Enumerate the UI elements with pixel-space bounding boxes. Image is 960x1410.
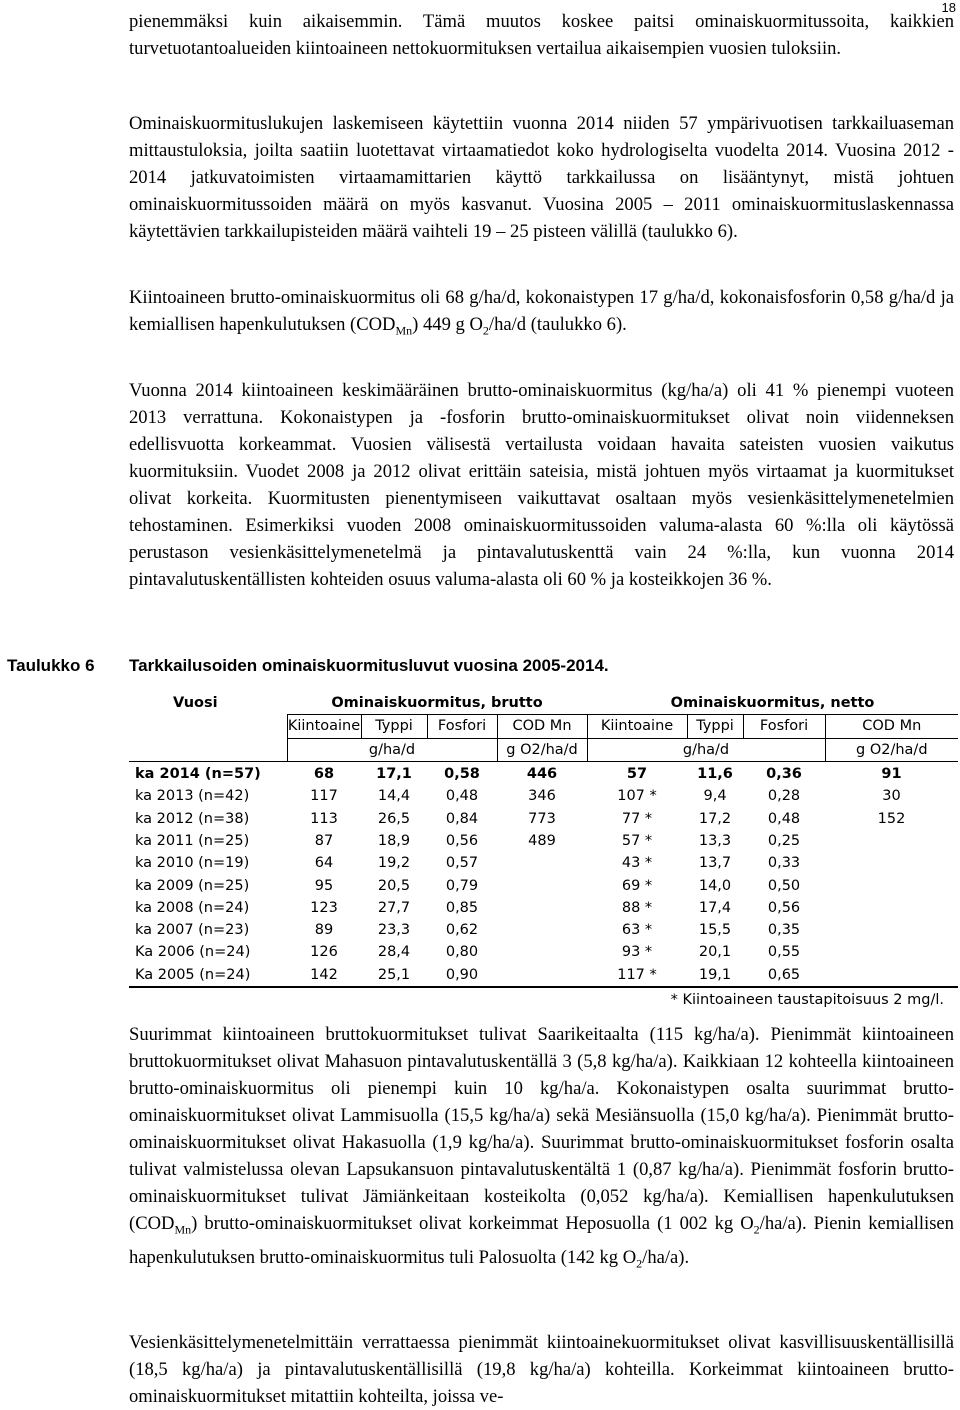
table-cell: 27,7	[377, 899, 411, 916]
column-header: Typpi	[687, 715, 743, 738]
table-cell: 0,48	[445, 788, 479, 805]
table-row	[129, 964, 958, 987]
table-cell: 0,50	[767, 877, 801, 894]
table-cell: 489	[528, 832, 556, 849]
table-cell: 0,25	[767, 832, 801, 849]
table-cell: 0,62	[445, 922, 479, 939]
paragraph-text	[129, 284, 954, 345]
paragraph-text	[129, 1021, 954, 1277]
table-cell: 123	[310, 899, 338, 916]
table-cell: 20,5	[377, 877, 411, 894]
paragraph	[129, 1021, 954, 1277]
table-cell: 0,57	[445, 855, 479, 872]
group-header-netto: Ominaiskuormitus, netto	[587, 692, 958, 715]
subscript: Mn	[395, 323, 413, 338]
unit-row	[129, 738, 958, 761]
table-cell: 126	[310, 944, 338, 961]
table-row	[129, 852, 958, 874]
table-cell: 152	[877, 810, 906, 827]
table-row	[129, 761, 958, 785]
paragraph-text: Vuonna 2014 kiintoaineen keskimääräinen brutto-ominaiskuormitus (kg/ha/a) oli 41 % pienempi vuoteen 2013 verrattuna. Kokonaistypen ja -fosforin brutto-ominaiskuormitukset olivat noin viidenneksen edellisvuotta korkeammat. Vuosien välisestä vertailusta voidaan havaita sateisten vuosien vaikutus kuormituksiin. Vuodet 2008 ja 2012 olivat erittäin sateisia, mistä johtuen myös virtaamat ja kuormitukset olivat korkeita. Kuormitusten pienentymiseen vaikuttavat osaltaan myös vesienkäsittelymenetelmien tehostaminen. Esimerkiksi vuoden 2008 ominaiskuormitussoiden valuma-alasta 60 %:lla oli käytössä perustason vesienkäsittelymenetelmä ja pintavalutuskenttä vain 24 %:lla, kun vuonna 2014 pintavalutuskentällisten kohteiden osuus valuma-alasta oli 60 % ja kosteikkojen 36 %.	[129, 380, 954, 590]
unit-cell: g/ha/d	[287, 738, 497, 761]
table-cell	[825, 852, 958, 874]
year-header: Vuosi	[173, 695, 218, 712]
table-cell: 107 *	[617, 788, 657, 805]
table-cell: 113	[310, 810, 338, 827]
table-cell	[497, 964, 587, 987]
header-cell-empty	[129, 715, 287, 738]
table-row	[129, 897, 958, 919]
paragraph-text: pienemmäksi kuin aikaisemmin. Tämä muutos koskee paitsi ominaiskuormitussoita, kaikkien turvetuotantoalueiden kiintoaineen nettokuormituksen vertailua aikaisempien vuosien tuloksiin.	[129, 11, 954, 59]
table-cell: 15,5	[698, 922, 732, 939]
table-cell: 17,4	[698, 899, 732, 916]
table-cell: 13,3	[698, 832, 732, 849]
text-segment: /ha/d (taulukko 6).	[488, 314, 627, 335]
row-label: ka 2012 (n=38)	[135, 810, 250, 827]
table-row	[129, 874, 958, 896]
paragraph-text: Ominaiskuormituslukujen laskemiseen käytettiin vuonna 2014 niiden 57 ympärivuotisen tarkkailuaseman mittaustuloksia, joilta saatiin luotettavat virtaamatiedot koko hydrologiselta vuodelta 2014. Vuosina 2012 - 2014 jatkuvatoimisten virtaamamittarien käyttö tarkkailussa on lisääntynyt, mistä johtuen ominaiskuormitussoiden määrä on myös kasvanut. Vuosina 2005 – 2011 ominaiskuormituslaskennassa käytettävien tarkkailupisteiden määrä vaihteli 19 – 25 pisteen välillä (taulukko 6).	[129, 113, 954, 242]
row-label: ka 2014 (n=57)	[135, 766, 261, 783]
table-cell: 0,79	[445, 877, 479, 894]
unit-cell: g/ha/d	[587, 738, 825, 761]
table-cell: 0,90	[427, 964, 497, 987]
table-cell: 0,33	[767, 855, 801, 872]
column-header: COD Mn	[825, 715, 958, 738]
table-cell: 346	[528, 788, 556, 805]
text-segment: /ha/a). Pienin kemiallisen hapenkulutuksen brutto-ominaiskuormitus tuli Palosuolta (142 kg O	[129, 1213, 954, 1268]
table-cell: 89	[314, 922, 334, 939]
table-cell: 64	[314, 855, 334, 872]
table-cell: 9,4	[703, 788, 727, 805]
table-cell: 28,4	[377, 944, 411, 961]
table-cell: 0,56	[445, 832, 479, 849]
table-cell	[497, 941, 587, 963]
row-label: ka 2009 (n=25)	[135, 877, 250, 894]
table-cell: 0,58	[444, 766, 480, 783]
table-cell: 0,80	[445, 944, 479, 961]
column-header: Kiintoaine	[287, 715, 361, 738]
row-label: ka 2013 (n=42)	[135, 788, 250, 805]
table-cell	[825, 964, 958, 987]
group-header-brutto: Ominaiskuormitus, brutto	[287, 692, 587, 715]
table-row	[129, 807, 958, 829]
table-cell: 117 *	[587, 964, 687, 987]
table-cell: 30	[882, 788, 901, 805]
table-cell: 19,1	[687, 964, 743, 987]
table-cell: 57 *	[621, 832, 653, 849]
row-label: ka 2007 (n=23)	[135, 922, 250, 939]
row-label: Ka 2005 (n=24)	[129, 964, 287, 987]
data-table	[129, 692, 958, 1012]
column-header: Kiintoaine	[587, 715, 687, 738]
table-row	[129, 785, 958, 807]
table-cell	[497, 919, 587, 941]
table-cell: 142	[287, 964, 361, 987]
table-row	[129, 941, 958, 963]
table-footnote: * Kiintoaineen taustapitoisuus 2 mg/l.	[670, 991, 944, 1008]
table-cell: 26,5	[377, 810, 411, 827]
table-cell: 0,36	[766, 766, 802, 783]
table-cell: 95	[314, 877, 334, 894]
paragraph	[129, 1329, 954, 1410]
table-cell	[825, 919, 958, 941]
table-cell: 11,6	[697, 766, 733, 783]
subscript: Mn	[174, 1222, 192, 1237]
unit-cell-empty	[129, 738, 287, 761]
subscript: 2	[482, 323, 489, 338]
text-segment: Suurimmat kiintoaineen bruttokuormitukset tulivat Saarikeitaalta (115 kg/ha/a). Pienimmät kiintoaineen bruttokuormitukset olivat Mahasuon pintavalutuskentällä 3 (5,8 kg/ha/a). Kaikkiaan 12 kohteella kiintoaineen brutto-ominaiskuormitus oli pienempi kuin 10 kg/ha/a. Kokonaistypen osalta suurimmat brutto-ominaiskuormitukset olivat Lammisuolla (15,5 kg/ha/a) sekä Mesiänsuolla (15,0 kg/ha/a). Pienimmät brutto-ominaiskuormitukset olivat Hakasuolla (1,9 kg/ha/a). Suurimmat brutto-ominaiskuormitukset fosforin osalta tulivat valmistelussa olevan Lapsukansuon pintavalutuskentältä 1 (0,87 kg/ha/a). Pienimmät fosforin brutto-ominaiskuormitukset tulivat Jämiänkeitaan kosteikolta (0,052 kg/ha/a). Kemiallisen hapenkulutuksen (COD	[129, 1024, 954, 1234]
table-cell: 25,1	[361, 964, 427, 987]
table-cell: 20,1	[698, 944, 732, 961]
row-label: ka 2010 (n=19)	[135, 855, 250, 872]
unit-cell: g O2/ha/d	[825, 738, 958, 761]
row-label: ka 2011 (n=25)	[135, 832, 250, 849]
column-header: COD Mn	[497, 715, 587, 738]
unit-cell: g O2/ha/d	[497, 738, 587, 761]
table-cell: 0,65	[743, 964, 825, 987]
text-segment: /ha/a).	[642, 1246, 690, 1268]
table-cell: 0,56	[767, 899, 801, 916]
table-cell: 117	[310, 788, 338, 805]
table-caption-label: Taulukko 6	[7, 656, 95, 675]
table-cell: 57	[626, 766, 648, 783]
table-cell: 17,2	[698, 810, 732, 827]
table-cell	[497, 874, 587, 896]
subscript: 2	[753, 1222, 760, 1237]
column-header: Fosfori	[427, 715, 497, 738]
page-number: 18	[941, 0, 956, 15]
table-cell: 0,55	[767, 944, 801, 961]
table-cell: 14,4	[377, 788, 411, 805]
header-row	[129, 715, 958, 738]
paragraph	[129, 377, 954, 593]
table-cell: 0,35	[767, 922, 801, 939]
column-header: Fosfori	[743, 715, 825, 738]
table-row	[129, 919, 958, 941]
table-cell: 93 *	[621, 944, 653, 961]
table-cell	[497, 897, 587, 919]
paragraph	[129, 8, 954, 62]
table-cell: 773	[528, 810, 556, 827]
table-cell: 63 *	[621, 922, 653, 939]
paragraph	[129, 110, 954, 245]
table-cell: 13,7	[698, 855, 732, 872]
row-label: ka 2008 (n=24)	[135, 899, 250, 916]
table-cell: 87	[314, 832, 334, 849]
table-caption-title: Tarkkailusoiden ominaiskuormitusluvut vuosina 2005-2014.	[129, 656, 609, 675]
column-header: Typpi	[361, 715, 427, 738]
table-cell: 0,85	[445, 899, 479, 916]
table-cell: 77 *	[621, 810, 653, 827]
table-row	[129, 830, 958, 852]
table-cell: 91	[881, 766, 902, 783]
table-cell: 14,0	[698, 877, 732, 894]
table-cell: 19,2	[377, 855, 411, 872]
text-segment: ) 449 g O	[412, 314, 483, 335]
table-cell	[825, 897, 958, 919]
table-cell: 18,9	[377, 832, 411, 849]
table-cell	[825, 830, 958, 852]
paragraph-text: Vesienkäsittelymenetelmittäin verrattaessa pienimmät kiintoainekuormitukset olivat kasvillisuuskentällisillä (18,5 kg/ha/a) ja pintavalutuskentällisillä (19,8 kg/ha/a) kohteilla. Korkeimmat kiintoaineen brutto-ominaiskuormitukset mitattiin kohteilta, joissa ve-	[129, 1332, 954, 1407]
table-cell: 68	[313, 766, 335, 783]
table-cell	[825, 874, 958, 896]
table-cell: 88 *	[621, 899, 653, 916]
header-row	[129, 692, 958, 715]
table-cell: 446	[526, 766, 558, 783]
row-label: Ka 2006 (n=24)	[135, 944, 251, 961]
table-cell: 69 *	[621, 877, 653, 894]
text-segment: Kiintoaineen brutto-ominaiskuormitus oli 68 g/ha/d, kokonaistypen 17 g/ha/d, kokonaisfosforin 0,58 g/ha/d ja kemiallisen hapenkulutuksen (COD	[129, 287, 954, 335]
table-cell: 0,84	[445, 810, 479, 827]
table-cell: 0,48	[767, 810, 801, 827]
table-cell: 17,1	[376, 766, 412, 783]
paragraph	[129, 284, 954, 345]
table-cell	[825, 941, 958, 963]
table-cell: 43 *	[621, 855, 653, 872]
table-cell	[497, 852, 587, 874]
subscript: 2	[636, 1256, 643, 1271]
table-cell: 23,3	[377, 922, 411, 939]
table-cell: 0,28	[767, 788, 801, 805]
text-segment: ) brutto-ominaiskuormitukset olivat korkeimmat Heposuolla (1 002 kg O	[191, 1213, 754, 1234]
